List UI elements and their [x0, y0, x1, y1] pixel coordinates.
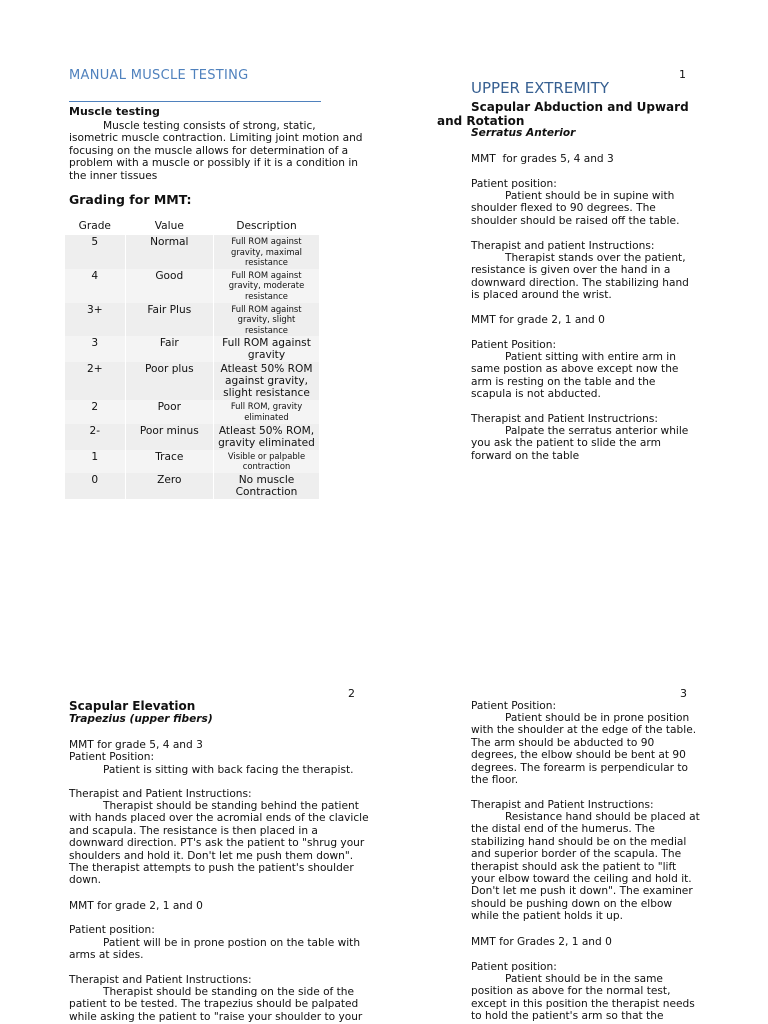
upper-extremity-heading: UPPER EXTREMITY — [471, 79, 609, 97]
p2-instructions-text: Therapist should be standing behind the patient with hands placed over the acromial ends of the clavicle and scapula. The resistance is then placed in a downward direction. PT's ask the patient to "shrug your shoulders and hold it. Don't let me push them down". The therapist attempts to push the patient's shoulder down. — [69, 800, 369, 887]
header-description: Description — [214, 219, 320, 235]
grade-cell: 5 — [65, 235, 125, 269]
serratus-anterior-subheading: Serratus Anterior — [471, 127, 576, 139]
p2-patient-position-text: Patient is sitting with back facing the therapist. — [103, 764, 354, 776]
p3-instructions-label: Therapist and Patient Instructions: — [471, 799, 654, 811]
instructions-text: Therapist stands over the patient, resistance is given over the hand in a downward direction. The stabilizing hand is placed around the wrist. — [471, 252, 689, 302]
grade-cell: 2- — [65, 424, 125, 450]
value-cell: Poor minus — [125, 424, 213, 450]
table-row — [65, 235, 320, 269]
value-cell: Fair Plus — [125, 303, 213, 337]
grade-cell: 3 — [65, 336, 125, 362]
table-row — [65, 269, 320, 303]
value-cell: Trace — [125, 450, 213, 473]
table-row — [65, 336, 320, 362]
grade-cell: 0 — [65, 473, 125, 499]
description-cell: Visible or palpable contraction — [214, 450, 320, 473]
p2-patient-position-text-2: Patient will be in prone postion on the table with arms at sides. — [69, 937, 361, 962]
instructions-text-2: Palpate the serratus anterior while you ask the patient to slide the arm forward on the table — [471, 425, 689, 462]
grade-cell: 3+ — [65, 303, 125, 337]
description-cell: Full ROM against gravity, slight resistance — [214, 303, 320, 337]
description-cell: Atleast 50% ROM against gravity, slight resistance — [214, 362, 320, 400]
value-cell: Poor plus — [125, 362, 213, 400]
p2-patient-position-label: Patient Position: — [69, 751, 155, 763]
description-cell: No muscle Contraction — [214, 473, 320, 499]
patient-position-text-2: Patient sitting with entire arm in same postion as above except now the arm is resting on the table and the scapula is not abducted. — [471, 351, 679, 401]
patient-position-label-2: Patient Position: — [471, 339, 557, 351]
p3-instructions-text: Resistance hand should be placed at the distal end of the humerus. The stabilizing hand should be on the medial and superior border of the scapula. The therapist should ask the patient to "lift your elbow toward the ceiling and hold it. Don't let me push it down". The examiner should be pushing down on the elbow while the patient holds it up. — [471, 811, 700, 923]
p3-patient-position-label: Patient Position: — [471, 700, 557, 712]
scapular-abduction-heading: Scapular Abduction and Upward and Rotation — [437, 100, 689, 128]
patient-position-text: Patient should be in supine with shoulder flexed to 90 degrees. The shoulder should be raised off the table. — [471, 190, 680, 227]
table-row — [65, 400, 320, 423]
table-header-row — [65, 219, 320, 235]
description-cell: Full ROM against gravity, maximal resistance — [214, 235, 320, 269]
description-cell: Full ROM against gravity — [214, 336, 320, 362]
value-cell: Good — [125, 269, 213, 303]
page-number-2: 2 — [348, 687, 355, 700]
value-cell: Poor — [125, 400, 213, 423]
table-row — [65, 450, 320, 473]
p3-patient-position-text: Patient should be in prone position with the shoulder at the edge of the table. The arm should be abducted to 90 degrees, the elbow should be bent at 90 degrees. The forearm is perpendicular to the floor. — [471, 712, 697, 787]
value-cell: Fair — [125, 336, 213, 362]
p2-instructions-label-2: Therapist and Patient Instructions: — [69, 974, 252, 986]
p3-patient-position-text-2: Patient should be in the same position as above for the normal test, except in this position the therapist needs to hold the patient's arm so that the — [471, 973, 695, 1023]
scapular-elevation-heading: Scapular Elevation — [69, 699, 196, 713]
grade-cell: 2 — [65, 400, 125, 423]
muscle-testing-paragraph: Muscle testing consists of strong, static, isometric muscle contraction. Limiting joint motion and focusing on the muscle allows for determination of a problem with a muscle or possibly if it is a condition in the inner tissues — [69, 120, 363, 182]
p3-mmt-210: MMT for Grades 2, 1 and 0 — [471, 936, 612, 948]
value-cell: Zero — [125, 473, 213, 499]
page-number-3: 3 — [680, 687, 687, 700]
mmt-grades-210: MMT for grade 2, 1 and 0 — [471, 314, 605, 326]
p2-mmt-210: MMT for grade 2, 1 and 0 — [69, 900, 203, 912]
p2-patient-position-label-2: Patient position: — [69, 924, 155, 936]
table-row — [65, 303, 320, 337]
page-number-1: 1 — [679, 68, 686, 81]
header-grade: Grade — [65, 219, 125, 235]
mmt-grades-543: MMT for grades 5, 4 and 3 — [471, 153, 614, 165]
grading-table — [65, 219, 320, 499]
p3-patient-position-label-2: Patient position: — [471, 961, 557, 973]
instructions-label: Therapist and patient Instructions: — [471, 240, 655, 252]
table-row — [65, 362, 320, 400]
p2-mmt-543: MMT for grade 5, 4 and 3 — [69, 739, 203, 751]
patient-position-label: Patient position: — [471, 178, 557, 190]
table-row — [65, 473, 320, 499]
instructions-label-2: Therapist and Patient Instructrions: — [471, 413, 658, 425]
header-value: Value — [125, 219, 213, 235]
grade-cell: 2+ — [65, 362, 125, 400]
document-title: MANUAL MUSCLE TESTING — [69, 68, 249, 83]
grading-heading: Grading for MMT: — [69, 192, 192, 207]
description-cell: Full ROM, gravity eliminated — [214, 400, 320, 423]
table-row — [65, 424, 320, 450]
trapezius-subheading: Trapezius (upper fibers) — [69, 713, 213, 725]
p2-instructions-label: Therapist and Patient Instructions: — [69, 788, 252, 800]
grade-cell: 4 — [65, 269, 125, 303]
description-cell: Atleast 50% ROM, gravity eliminated — [214, 424, 320, 450]
title-underline — [69, 101, 321, 102]
muscle-testing-heading: Muscle testing — [69, 105, 160, 118]
description-cell: Full ROM against gravity, moderate resistance — [214, 269, 320, 303]
value-cell: Normal — [125, 235, 213, 269]
p2-instructions-text-2: Therapist should be standing on the side of the patient to be tested. The trapezius should be palpated while asking the patient to "raise your shoulder to your — [69, 986, 363, 1023]
grade-cell: 1 — [65, 450, 125, 473]
